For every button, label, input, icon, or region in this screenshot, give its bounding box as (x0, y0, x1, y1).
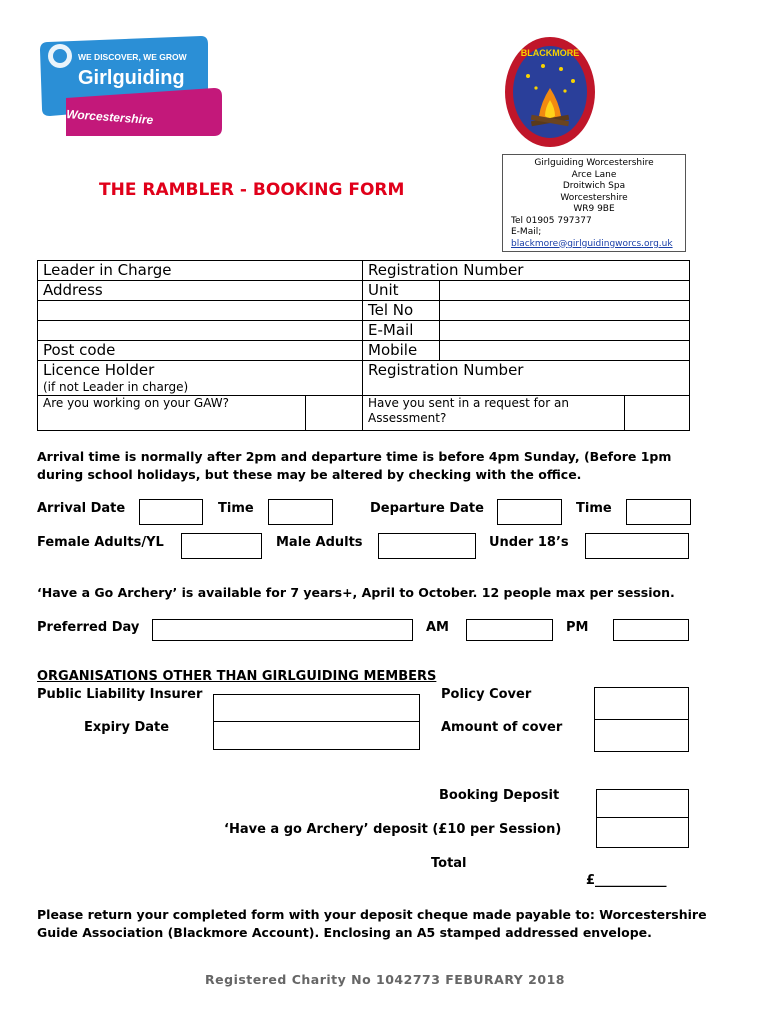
reg-number-cell[interactable]: Registration Number (363, 261, 690, 281)
orgs-heading: ORGANISATIONS OTHER THAN GIRLGUIDING MEMBERS (37, 669, 437, 684)
arrival-date-label: Arrival Date (37, 501, 126, 516)
policy-cover-label: Policy Cover (441, 687, 532, 702)
expiry-input[interactable] (213, 721, 420, 750)
licence-note: (if not Leader in charge) (38, 380, 363, 396)
amount-cover-input[interactable] (594, 719, 689, 752)
address-cell[interactable]: Address (38, 281, 363, 301)
mobile-label: Mobile (363, 341, 440, 361)
unit-label: Unit (363, 281, 440, 301)
leader-cell[interactable]: Leader in Charge (38, 261, 363, 281)
archery-deposit-label: ‘Have a go Archery’ deposit (£10 per Session) (224, 822, 562, 837)
assessment-row (363, 396, 690, 431)
page-title: THE RAMBLER - BOOKING FORM (99, 180, 405, 200)
contact-table (37, 260, 690, 431)
male-adults-label: Male Adults (276, 535, 363, 550)
pm-input[interactable] (613, 619, 689, 641)
total-field[interactable]: £___________ (586, 873, 667, 888)
pm-label: PM (566, 620, 589, 635)
email-field[interactable] (440, 321, 690, 341)
address-tel: Tel 01905 797377 (511, 215, 592, 226)
expiry-label: Expiry Date (84, 720, 170, 735)
time-label: Time (576, 501, 612, 516)
archery-deposit-input[interactable] (596, 817, 689, 848)
logo-tagline: WE DISCOVER, WE GROW (78, 52, 187, 62)
departure-time-input[interactable] (626, 499, 691, 525)
badge-text: BLACKMORE (520, 48, 580, 58)
unit-field[interactable] (440, 281, 690, 301)
reg-number2-cell[interactable]: Registration Number (363, 361, 690, 396)
preferred-day-input[interactable] (152, 619, 413, 641)
departure-date-input[interactable] (497, 499, 562, 525)
insurer-input[interactable] (213, 694, 420, 723)
office-address (502, 154, 686, 252)
total-label: Total (431, 856, 467, 871)
male-adults-input[interactable] (378, 533, 476, 559)
under-18-label: Under 18’s (489, 535, 569, 550)
amount-cover-label: Amount of cover (441, 720, 563, 735)
gaw-row (38, 396, 363, 431)
booking-deposit-input[interactable] (596, 789, 689, 818)
archery-note: ‘Have a Go Archery’ is available for 7 years+, April to October. 12 people max per session. (37, 585, 675, 600)
tel-label: Tel No (363, 301, 440, 321)
booking-deposit-label: Booking Deposit (439, 788, 560, 803)
policy-cover-input[interactable] (594, 687, 689, 723)
girlguiding-logo (36, 36, 226, 141)
email-link[interactable]: blackmore@girlguidingworcs.org.uk (511, 238, 673, 249)
am-input[interactable] (466, 619, 553, 641)
gaw-answer[interactable] (305, 396, 362, 430)
arrival-time-input[interactable] (268, 499, 333, 525)
tel-field[interactable] (440, 301, 690, 321)
blackmore-badge (503, 36, 598, 149)
logo-brand: Girlguiding (78, 67, 185, 89)
postcode-cell[interactable]: Post code (38, 341, 363, 361)
address-email-label: E-Mail; (511, 227, 542, 237)
gaw-label: Are you working on your GAW? (43, 396, 229, 410)
address-line: Arce Lane (571, 169, 617, 180)
logo-county: Worcestershire (65, 107, 154, 128)
mobile-field[interactable] (440, 341, 690, 361)
assessment-answer[interactable] (624, 396, 689, 430)
assessment-label: Have you sent in a request for an Assessment? (368, 396, 569, 425)
am-label: AM (426, 620, 449, 635)
insurer-label: Public Liability Insurer (37, 687, 203, 702)
time-label: Time (218, 501, 254, 516)
address-line: Girlguiding Worcestershire (534, 158, 654, 168)
arrival-note: Arrival time is normally after 2pm and departure time is before 4pm Sunday, (Before 1pm during school holidays, but these may be altered by checking with the office. (37, 449, 672, 482)
address-line: WR9 9BE (573, 204, 615, 214)
female-adults-input[interactable] (181, 533, 262, 559)
address-line: Droitwich Spa (562, 181, 626, 191)
departure-date-label: Departure Date (370, 501, 484, 516)
email-label: E-Mail (363, 321, 440, 341)
footer-charity: Registered Charity No 1042773 FEBURARY 2018 (205, 972, 565, 987)
address-line-cell[interactable] (38, 301, 363, 321)
arrival-date-input[interactable] (139, 499, 203, 525)
female-adults-label: Female Adults/YL (37, 535, 164, 550)
licence-cell[interactable]: Licence Holder (38, 361, 363, 381)
preferred-day-label: Preferred Day (37, 620, 140, 635)
under-18-input[interactable] (585, 533, 689, 559)
return-note: Please return your completed form with your deposit cheque made payable to: Worcestershire Guide Association (Blackmore Account). Enclosing an A5 stamped addressed envelope. (37, 907, 707, 940)
address-line-cell[interactable] (38, 321, 363, 341)
address-line: Worcestershire (560, 192, 628, 203)
